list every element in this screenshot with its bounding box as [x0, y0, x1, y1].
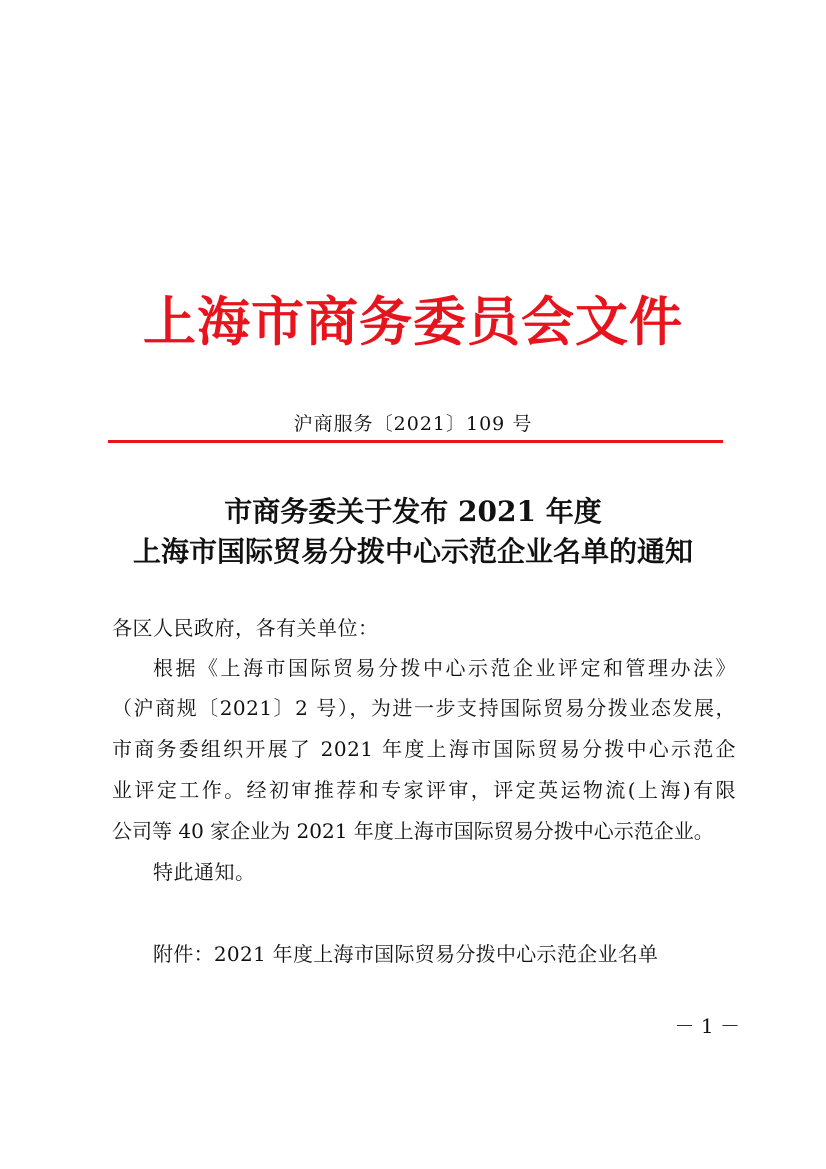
- salutation: 各区人民政府，各有关单位：: [112, 616, 379, 640]
- notice-title-line-1: 市商务委关于发布 2021 年度: [224, 495, 602, 528]
- red-separator-line: [108, 440, 723, 443]
- page-number: － 1 －: [674, 1014, 740, 1038]
- body-line-3: 市商务委组织开展了 2021 年度上海市国际贸易分拨中心示范企: [112, 737, 736, 761]
- notice-title-line-2: 上海市国际贸易分拨中心示范企业名单的通知: [132, 535, 693, 568]
- masthead-title: 上海市商务委员会文件: [143, 291, 683, 353]
- body-line-2: （沪商规〔2021〕2 号），为进一步支持国际贸易分拨业态发展，: [112, 696, 736, 720]
- body-line-4: 业评定工作。经初审推荐和专家评审，评定英运物流(上海)有限: [112, 778, 736, 802]
- document-number: 沪商服务〔2021〕109 号: [293, 413, 533, 435]
- attachment-line: 附件：2021 年度上海市国际贸易分拨中心示范企业名单: [153, 942, 659, 966]
- body-line-1: 根据《上海市国际贸易分拨中心示范企业评定和管理办法》: [153, 656, 736, 680]
- closing-line: 特此通知。: [153, 860, 256, 884]
- body-line-5: 公司等 40 家企业为 2021 年度上海市国际贸易分拨中心示范企业。: [112, 819, 714, 843]
